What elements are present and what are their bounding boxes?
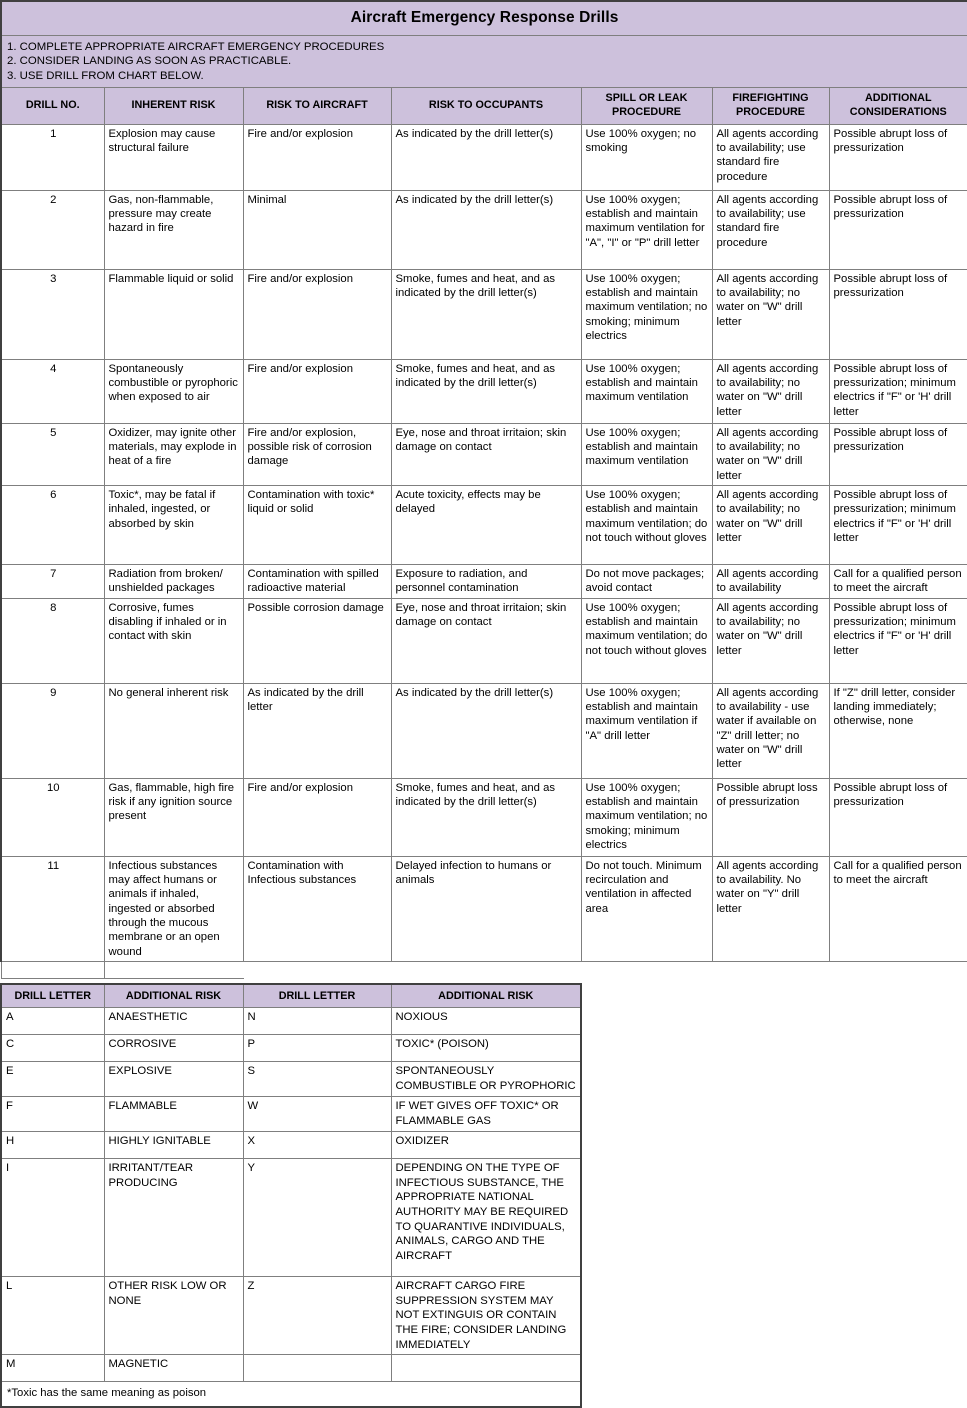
cell-inherent-risk: Gas, flammable, high fire risk if any ignition source present: [104, 778, 243, 856]
cell-risk-to-aircraft: Fire and/or explosion: [243, 269, 391, 359]
table-row: [1, 1062, 581, 1097]
cell-drill-no: 8: [1, 598, 104, 683]
cell-additional-risk: HIGHLY IGNITABLE: [104, 1132, 243, 1159]
table-row: [1, 485, 967, 564]
cell-risk-to-aircraft: Fire and/or explosion: [243, 124, 391, 190]
cell-drill-letter: L: [1, 1277, 104, 1355]
cell-spill-or-leak: Use 100% oxygen; establish and maintain maximum ventilation; no smoking; minimum electrics: [581, 778, 712, 856]
instruction-line-3: 3. USE DRILL FROM CHART BELOW.: [7, 69, 204, 82]
cell-inherent-risk: No general inherent risk: [104, 683, 243, 778]
cell-drill-no: 1: [1, 124, 104, 190]
cell-spill-or-leak: Use 100% oxygen; establish and maintain maximum ventilation for "A", "I" or "P" drill letter: [581, 190, 712, 269]
cell-drill-no: 5: [1, 423, 104, 485]
cell-drill-letter: Y: [243, 1159, 391, 1277]
cell-additional-risk: IRRITANT/TEAR PRODUCING: [104, 1159, 243, 1277]
cell-firefighting: All agents according to availability - use water if available on "Z" drill letter; no water on "W" drill letter: [712, 683, 829, 778]
cell-drill-letter: I: [1, 1159, 104, 1277]
cell-firefighting: All agents according to availability. No water on "Y" drill letter: [712, 856, 829, 961]
cell-drill-letter: [243, 1355, 391, 1382]
cell-firefighting: All agents according to availability; no water on "W" drill letter: [712, 269, 829, 359]
cell-additional: Possible abrupt loss of pressurization; minimum electrics if "F" or 'H' drill letter: [829, 598, 967, 683]
table-row: [1, 1035, 581, 1062]
cell-firefighting: All agents according to availability; use standard fire procedure: [712, 124, 829, 190]
cell-risk-to-aircraft: Fire and/or explosion: [243, 778, 391, 856]
title-row: [1, 1, 967, 35]
cell-drill-letter: N: [243, 1008, 391, 1035]
table-row: [1, 423, 967, 485]
cell-inherent-risk: Radiation from broken/ unshielded packages: [104, 564, 243, 598]
cell-risk-to-occupants: Smoke, fumes and heat, and as indicated by the drill letter(s): [391, 269, 581, 359]
cell-risk-to-aircraft: Possible corrosion damage: [243, 598, 391, 683]
footnote-text: *Toxic has the same meaning as poison: [1, 1382, 581, 1407]
cell-drill-letter: F: [1, 1097, 104, 1132]
column-header-spill-or-leak: SPILL OR LEAK PROCEDURE: [581, 88, 712, 124]
cell-additional: Possible abrupt loss of pressurization: [829, 778, 967, 856]
cell-risk-to-aircraft: Minimal: [243, 190, 391, 269]
table-row: [1, 683, 967, 778]
cell-drill-letter: A: [1, 1008, 104, 1035]
cell-risk-to-occupants: As indicated by the drill letter(s): [391, 190, 581, 269]
cell-drill-letter: W: [243, 1097, 391, 1132]
cell-additional: Call for a qualified person to meet the aircraft: [829, 564, 967, 598]
cell-firefighting: All agents according to availability; use standard fire procedure: [712, 190, 829, 269]
cell-risk-to-aircraft: Contamination with Infectious substances: [243, 856, 391, 961]
cell-risk-to-occupants: Acute toxicity, effects may be delayed: [391, 485, 581, 564]
cell-risk-to-occupants: Exposure to radiation, and personnel contamination: [391, 564, 581, 598]
table-row: [1, 856, 967, 961]
table-spacer-row: [1, 962, 967, 979]
cell-additional-risk: IF WET GIVES OFF TOXIC* OR FLAMMABLE GAS: [391, 1097, 581, 1132]
cell-additional-risk: AIRCRAFT CARGO FIRE SUPPRESSION SYSTEM MAY NOT EXTINGUIS OR CONTAIN THE FIRE; CONSIDER LANDING IMMEDIATELY: [391, 1277, 581, 1355]
cell-drill-no: 11: [1, 856, 104, 961]
cell-drill-no: 3: [1, 269, 104, 359]
cell-risk-to-occupants: Eye, nose and throat irritaion; skin damage on contact: [391, 598, 581, 683]
cell-inherent-risk: Explosion may cause structural failure: [104, 124, 243, 190]
cell-spill-or-leak: Use 100% oxygen; establish and maintain maximum ventilation; do not touch without gloves: [581, 485, 712, 564]
cell-inherent-risk: Spontaneously combustible or pyrophoric when exposed to air: [104, 359, 243, 423]
cell-drill-no: 4: [1, 359, 104, 423]
cell-additional-risk: EXPLOSIVE: [104, 1062, 243, 1097]
table-row: [1, 1355, 581, 1382]
cell-drill-letter: P: [243, 1035, 391, 1062]
column-header-risk-to-aircraft: RISK TO AIRCRAFT: [243, 88, 391, 124]
cell-drill-no: 10: [1, 778, 104, 856]
column-header-additional-risk-1: ADDITIONAL RISK: [104, 984, 243, 1008]
cell-additional: Call for a qualified person to meet the aircraft: [829, 856, 967, 961]
cell-additional: Possible abrupt loss of pressurization; minimum electrics if "F" or 'H' drill letter: [829, 485, 967, 564]
cell-additional-risk: SPONTANEOUSLY COMBUSTIBLE OR PYROPHORIC: [391, 1062, 581, 1097]
cell-firefighting: All agents according to availability; no water on "W" drill letter: [712, 598, 829, 683]
cell-additional-risk: MAGNETIC: [104, 1355, 243, 1382]
cell-drill-letter: C: [1, 1035, 104, 1062]
cell-risk-to-occupants: Smoke, fumes and heat, and as indicated by the drill letter(s): [391, 778, 581, 856]
instruction-line-2: 2. CONSIDER LANDING AS SOON AS PRACTICABLE.: [7, 55, 292, 68]
cell-inherent-risk: Corrosive, fumes disabling if inhaled or in contact with skin: [104, 598, 243, 683]
cell-drill-letter: E: [1, 1062, 104, 1097]
cell-additional: Possible abrupt loss of pressurization; minimum electrics if "F" or 'H' drill letter: [829, 359, 967, 423]
cell-risk-to-aircraft: Fire and/or explosion, possible risk of corrosion damage: [243, 423, 391, 485]
column-header-drill-letter-1: DRILL LETTER: [1, 984, 104, 1008]
table-row: [1, 1159, 581, 1277]
cell-risk-to-aircraft: Contamination with spilled radioactive material: [243, 564, 391, 598]
cell-additional-risk: NOXIOUS: [391, 1008, 581, 1035]
column-header-row: [1, 88, 967, 124]
cell-additional-risk: CORROSIVE: [104, 1035, 243, 1062]
cell-drill-no: 6: [1, 485, 104, 564]
cell-inherent-risk: Toxic*, may be fatal if inhaled, ingested, or absorbed by skin: [104, 485, 243, 564]
cell-additional-risk: DEPENDING ON THE TYPE OF INFECTIOUS SUBSTANCE, THE APPROPRIATE NATIONAL AUTHORITY MAY BE REQUIRED TO QUARANTIVE INDIVIDUALS, ANIMALS, CARGO AND THE AIRCRAFT: [391, 1159, 581, 1277]
table-row: [1, 1097, 581, 1132]
cell-risk-to-occupants: Eye, nose and throat irritaion; skin damage on contact: [391, 423, 581, 485]
cell-firefighting: All agents according to availability; no water on "W" drill letter: [712, 485, 829, 564]
cell-inherent-risk: Flammable liquid or solid: [104, 269, 243, 359]
table-row: [1, 1277, 581, 1355]
column-header-risk-to-occupants: RISK TO OCCUPANTS: [391, 88, 581, 124]
instructions-row: [1, 35, 967, 87]
cell-spill-or-leak: Use 100% oxygen; establish and maintain maximum ventilation; no smoking; minimum electrics: [581, 269, 712, 359]
table-row: [1, 1008, 581, 1035]
footnote-row: [1, 1382, 581, 1407]
instructions-block: [1, 35, 967, 87]
cell-spill-or-leak: Use 100% oxygen; establish and maintain maximum ventilation; do not touch without gloves: [581, 598, 712, 683]
cell-firefighting: Possible abrupt loss of pressurization: [712, 778, 829, 856]
cell-risk-to-aircraft: Contamination with toxic* liquid or solid: [243, 485, 391, 564]
table-row: [1, 190, 967, 269]
cell-additional: Possible abrupt loss of pressurization: [829, 124, 967, 190]
cell-inherent-risk: Gas, non-flammable, pressure may create hazard in fire: [104, 190, 243, 269]
cell-risk-to-occupants: As indicated by the drill letter(s): [391, 683, 581, 778]
cell-inherent-risk: Infectious substances may affect humans or animals if inhaled, ingested or absorbed through the mucous membrane or an open wound: [104, 856, 243, 961]
cell-risk-to-occupants: Delayed infection to humans or animals: [391, 856, 581, 961]
cell-drill-letter: X: [243, 1132, 391, 1159]
spacer-cell: [1, 962, 104, 979]
column-header-drill-no: DRILL NO.: [1, 88, 104, 124]
column-header-inherent-risk: INHERENT RISK: [104, 88, 243, 124]
column-header-firefighting: FIREFIGHTING PROCEDURE: [712, 88, 829, 124]
table-row: [1, 1132, 581, 1159]
column-header-additional: ADDITIONAL CONSIDERATIONS: [829, 88, 967, 124]
cell-drill-no: 7: [1, 564, 104, 598]
cell-spill-or-leak: Use 100% oxygen; establish and maintain maximum ventilation: [581, 359, 712, 423]
table-row: [1, 124, 967, 190]
cell-additional-risk: OTHER RISK LOW OR NONE: [104, 1277, 243, 1355]
table-row: [1, 778, 967, 856]
cell-risk-to-occupants: As indicated by the drill letter(s): [391, 124, 581, 190]
table-row: [1, 269, 967, 359]
table-row: [1, 564, 967, 598]
cell-additional-risk: [391, 1355, 581, 1382]
cell-additional-risk: OXIDIZER: [391, 1132, 581, 1159]
column-header-additional-risk-2: ADDITIONAL RISK: [391, 984, 581, 1008]
cell-drill-letter: Z: [243, 1277, 391, 1355]
cell-drill-letter: H: [1, 1132, 104, 1159]
cell-risk-to-occupants: Smoke, fumes and heat, and as indicated by the drill letter(s): [391, 359, 581, 423]
cell-drill-no: 2: [1, 190, 104, 269]
cell-firefighting: All agents according to availability; no water on "W" drill letter: [712, 423, 829, 485]
cell-additional: Possible abrupt loss of pressurization: [829, 190, 967, 269]
cell-spill-or-leak: Do not move packages; avoid contact: [581, 564, 712, 598]
cell-additional: Possible abrupt loss of pressurization: [829, 269, 967, 359]
spacer-cell: [243, 962, 967, 979]
cell-additional-risk: FLAMMABLE: [104, 1097, 243, 1132]
drill-letter-table: [0, 983, 582, 1408]
table-row: [1, 359, 967, 423]
column-header-drill-letter-2: DRILL LETTER: [243, 984, 391, 1008]
cell-risk-to-aircraft: Fire and/or explosion: [243, 359, 391, 423]
table-row: [1, 598, 967, 683]
instruction-line-1: 1. COMPLETE APPROPRIATE AIRCRAFT EMERGENCY PROCEDURES: [7, 40, 385, 53]
cell-spill-or-leak: Use 100% oxygen; no smoking: [581, 124, 712, 190]
cell-additional-risk: TOXIC* (POISON): [391, 1035, 581, 1062]
cell-firefighting: All agents according to availability: [712, 564, 829, 598]
spacer-cell: [104, 962, 243, 979]
cell-risk-to-aircraft: As indicated by the drill letter: [243, 683, 391, 778]
cell-firefighting: All agents according to availability; no water on "W" drill letter: [712, 359, 829, 423]
cell-drill-no: 9: [1, 683, 104, 778]
letter-header-row: [1, 984, 581, 1008]
cell-drill-letter: M: [1, 1355, 104, 1382]
cell-inherent-risk: Oxidizer, may ignite other materials, may explode in heat of a fire: [104, 423, 243, 485]
cell-spill-or-leak: Use 100% oxygen; establish and maintain maximum ventilation: [581, 423, 712, 485]
page-title: Aircraft Emergency Response Drills: [1, 1, 967, 35]
cell-additional-risk: ANAESTHETIC: [104, 1008, 243, 1035]
cell-spill-or-leak: Use 100% oxygen; establish and maintain maximum ventilation if "A" drill letter: [581, 683, 712, 778]
cell-additional: If "Z" drill letter, consider landing immediately; otherwise, none: [829, 683, 967, 778]
cell-additional: Possible abrupt loss of pressurization: [829, 423, 967, 485]
cell-spill-or-leak: Do not touch. Minimum recirculation and ventilation in affected area: [581, 856, 712, 961]
cell-drill-letter: S: [243, 1062, 391, 1097]
